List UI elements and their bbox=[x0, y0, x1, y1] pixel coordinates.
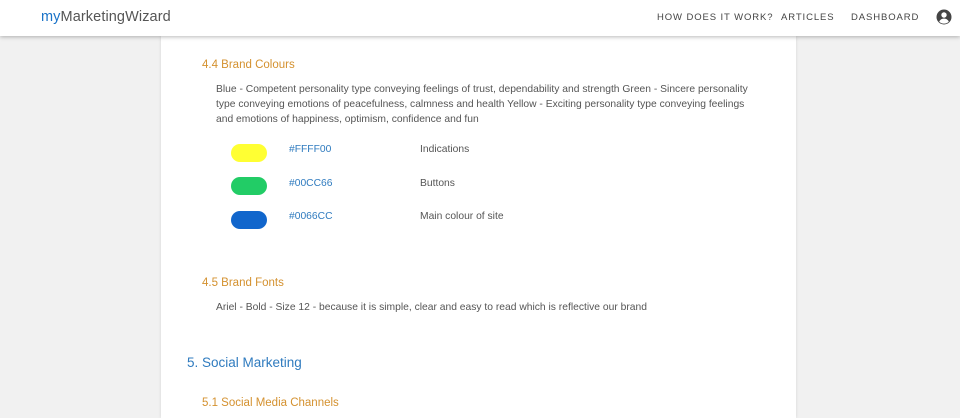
nav-dashboard[interactable]: DASHBOARD bbox=[851, 12, 920, 23]
colour-swatch bbox=[231, 211, 267, 229]
brand-colours-description: Blue - Competent personality type conveying feelings of trust, dependability and strength Green - Sincere personality type conveying emotions of peacefulness, calmness and health Yellow - Exciting personality type conveying feelings and emotions of happiness, optimism, confidence and fun bbox=[216, 84, 748, 125]
nav-articles[interactable]: ARTICLES bbox=[781, 12, 835, 23]
colour-swatch bbox=[231, 144, 267, 162]
colour-usage: Main colour of site bbox=[420, 211, 504, 222]
social-marketing-heading: 5. Social Marketing bbox=[187, 355, 302, 370]
colour-swatch bbox=[231, 177, 267, 195]
app-logo[interactable] bbox=[41, 9, 171, 25]
brand-colours-heading: 4.4 Brand Colours bbox=[202, 59, 295, 71]
logo-prefix: my bbox=[41, 9, 61, 25]
account-circle-icon[interactable] bbox=[936, 9, 952, 25]
logo-name: MarketingWizard bbox=[60, 9, 171, 25]
colour-hex: #0066CC bbox=[289, 211, 333, 222]
top-navbar bbox=[0, 0, 960, 36]
brand-fonts-description: Ariel - Bold - Size 12 - because it is simple, clear and easy to read which is reflective our brand bbox=[216, 302, 647, 313]
social-media-channels-heading: 5.1 Social Media Channels bbox=[202, 397, 339, 409]
colour-usage: Indications bbox=[420, 144, 470, 155]
colour-hex: #FFFF00 bbox=[289, 144, 332, 155]
content-card bbox=[161, 36, 796, 418]
nav-how-it-works[interactable]: HOW DOES IT WORK? bbox=[657, 12, 774, 23]
brand-fonts-heading: 4.5 Brand Fonts bbox=[202, 277, 284, 289]
colour-usage: Buttons bbox=[420, 178, 455, 189]
colour-hex: #00CC66 bbox=[289, 178, 333, 189]
